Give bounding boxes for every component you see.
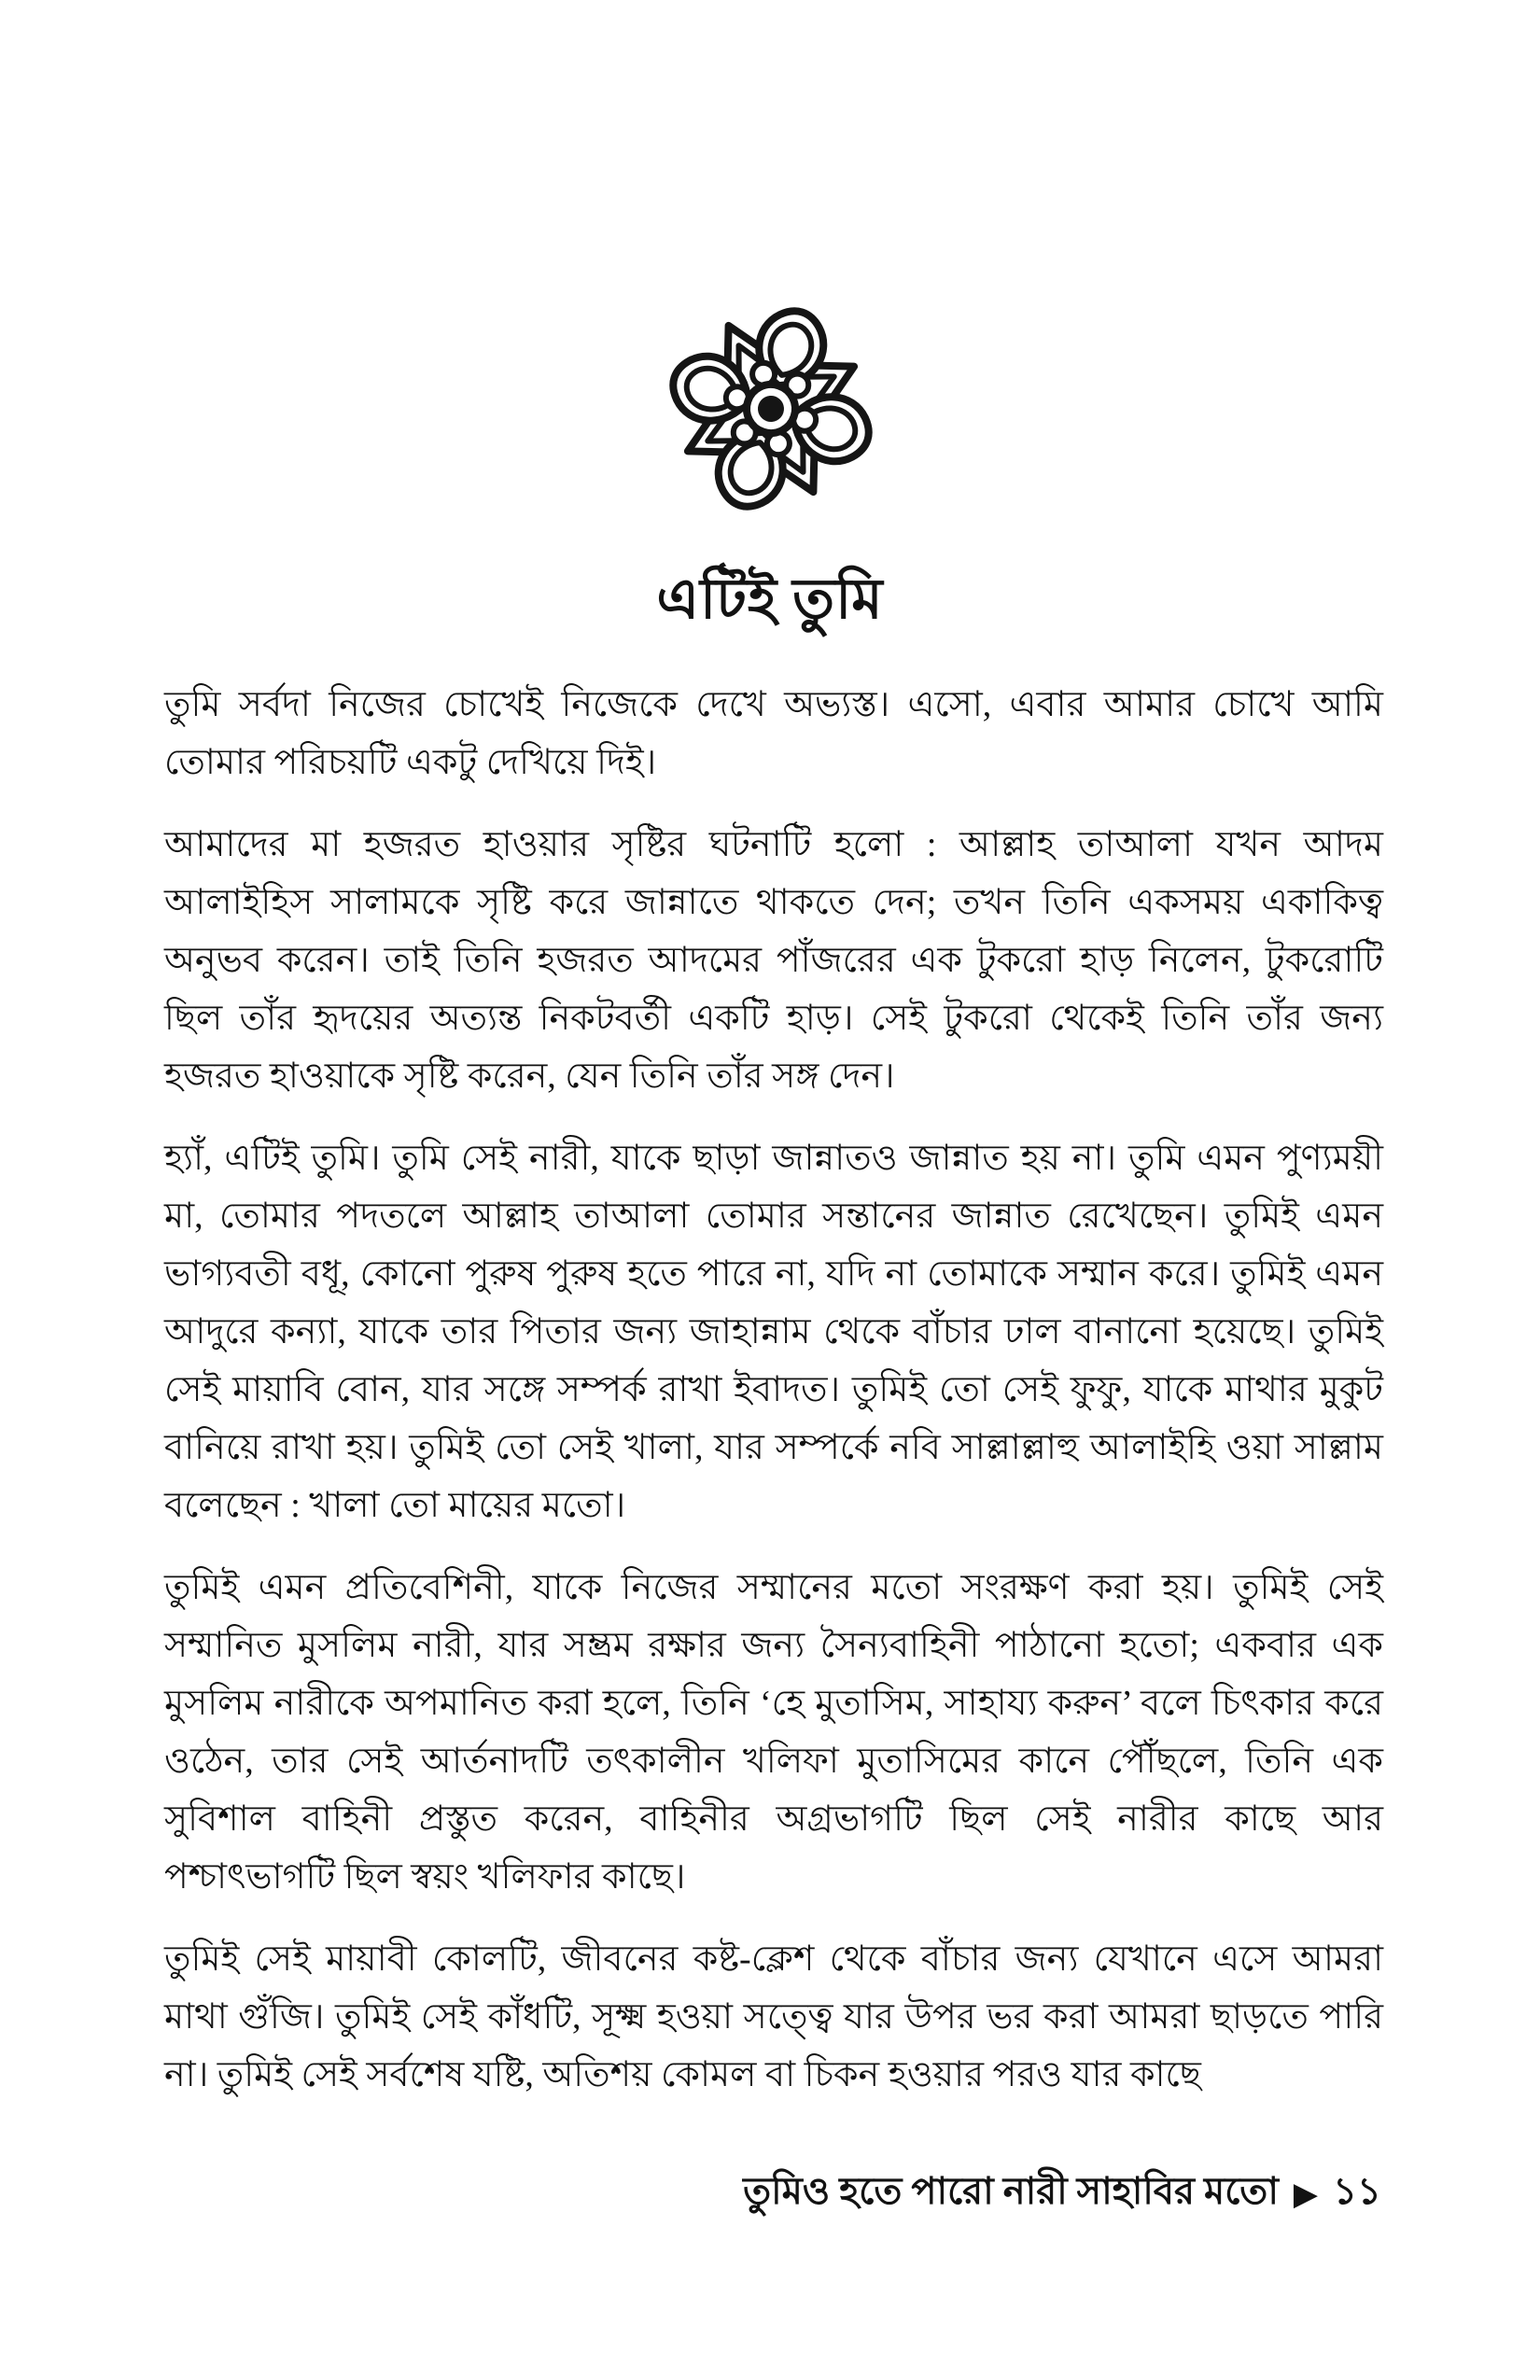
page-marker-icon: ▶ [1293, 2177, 1319, 2212]
paragraph: আমাদের মা হজরত হাওয়ার সৃষ্টির ঘটনাটি হলো : আল্লাহ তাআলা যখন আদম আলাইহিস সালামকে সৃষ্টি করে জান্নাতে থাকতে দেন; তখন তিনি একসময় একাকিত্ব অনুভব করেন। তাই তিনি হজরত আদমের পাঁজরের এক টুকরো হাড় নিলেন, টুকরোটি ছিল তাঁর হৃদয়ের অত্যন্ত নিকটবর্তী একটি হাড়। সেই টুকরো থেকেই তিনি তাঁর জন্য হজরত হাওয়াকে সৃষ্টি করেন, যেন তিনি তাঁর সঙ্গ দেন। [164, 825, 1383, 1096]
paragraph: হ্যাঁ, এটিই তুমি। তুমি সেই নারী, যাকে ছাড়া জান্নাতও জান্নাত হয় না। তুমি এমন পুণ্যময়ী মা, তোমার পদতলে আল্লাহ তাআলা তোমার সন্তানের জান্নাত রেখেছেন। তুমিই এমন ভাগ্যবতী বধূ, কোনো পুরুষ পুরুষ হতে পারে না, যদি না তোমাকে সম্মান করে। তুমিই এমন আদুরে কন্যা, যাকে তার পিতার জন্য জাহান্নাম থেকে বাঁচার ঢাল বানানো হয়েছে। তুমিই সেই মায়াবি বোন, যার সঙ্গে সম্পর্ক রাখা ইবাদত। তুমিই তো সেই ফুফু, যাকে মাথার মুকুট বানিয়ে রাখা হয়। তুমিই তো সেই খালা, যার সম্পর্কে নবি সাল্লাল্লাহু আলাইহি ওয়া সাল্লাম বলেছেন : খালা তো মায়ের মতো। [164, 1139, 1383, 1525]
paragraph: তুমি সর্বদা নিজের চোখেই নিজেকে দেখে অভ্যস্ত। এসো, এবার আমার চোখে আমি তোমার পরিচয়টি একটু দেখিয়ে দিই। [164, 685, 1383, 782]
page-number: ১১ [1333, 2170, 1381, 2212]
body-text [164, 676, 1383, 2128]
paragraph: তুমিই এমন প্রতিবেশিনী, যাকে নিজের সম্মানের মতো সংরক্ষণ করা হয়। তুমিই সেই সম্মানিত মুসলিম নারী, যার সম্ভ্রম রক্ষার জন্য সৈন্যবাহিনী পাঠানো হতো; একবার এক মুসলিম নারীকে অপমানিত করা হলে, তিনি ‘হে মুতাসিম, সাহায্য করুন’ বলে চিৎকার করে ওঠেন, তার সেই আর্তনাদটি তৎকালীন খলিফা মুতাসিমের কানে পৌঁছলে, তিনি এক সুবিশাল বাহিনী প্রস্তুত করেন, বাহিনীর অগ্রভাগটি ছিল সেই নারীর কাছে আর পশ্চাৎভাগটি ছিল স্বয়ং খলিফার কাছে। [164, 1568, 1383, 1897]
paragraph: তুমিই সেই মায়াবী কোলটি, জীবনের কষ্ট-ক্লেশ থেকে বাঁচার জন্য যেখানে এসে আমরা মাথা গুঁজি। তুমিই সেই কাঁধটি, সূক্ষ্ম হওয়া সত্ত্বে যার উপর ভর করা আমরা ছাড়তে পারি না। তুমিই সেই সর্বশেষ যষ্টি, অতিশয় কোমল বা চিকন হওয়ার পরও যার কাছে [164, 1939, 1383, 2094]
footer-book-title: তুমিও হতে পারো নারী সাহাবির মতো [743, 2170, 1279, 2212]
page-footer [743, 2162, 1381, 2224]
flower-ornament [668, 306, 874, 511]
chapter-title: এটিই তুমি [656, 568, 884, 630]
